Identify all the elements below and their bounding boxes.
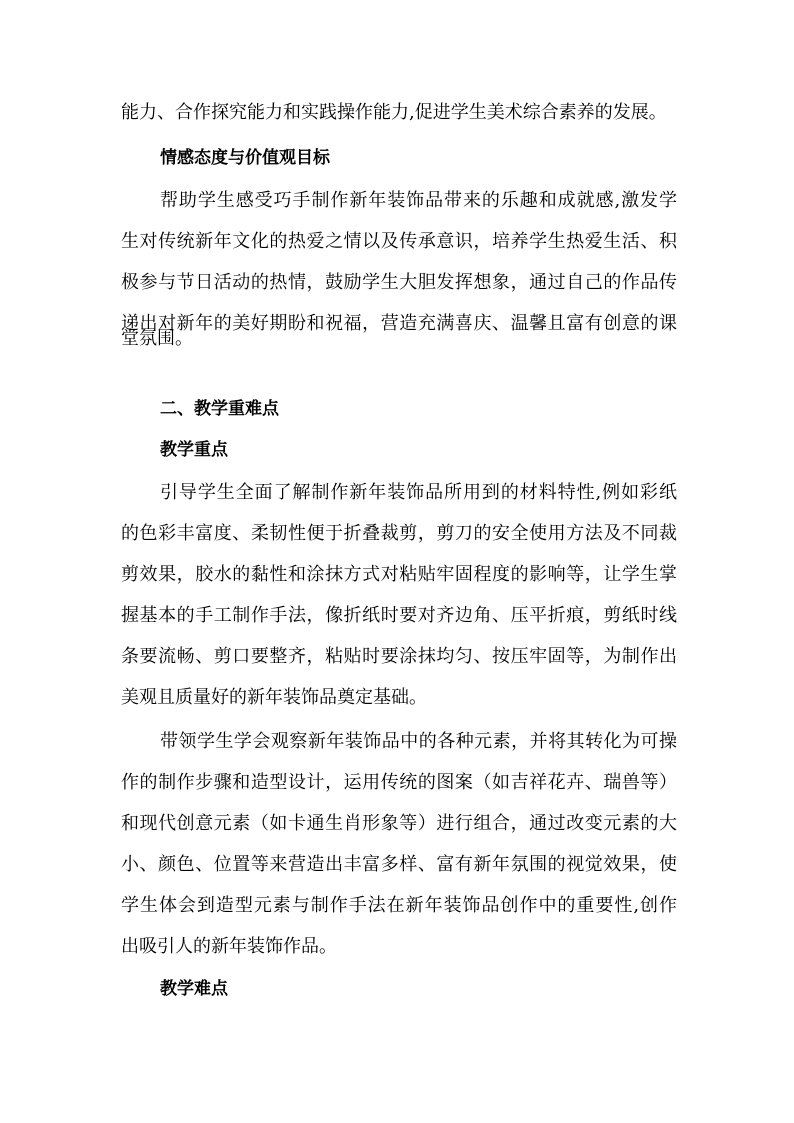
key-p1-line-5: 条要流畅、剪口要整齐，粘贴时要涂抹均匀、按压牢固等，为制作出 — [121, 646, 677, 667]
heading-section-two: 二、教学重难点 — [160, 399, 279, 419]
key-p2-line-3: 和现代创意元素（如卡通生肖形象等）进行组合，通过改变元素的大 — [121, 813, 677, 834]
key-p1-line-2: 的色彩丰富度、柔韧性便于折叠裁剪，剪刀的安全使用方法及不同裁 — [121, 523, 677, 544]
heading-emotion-goals: 情感态度与价值观目标 — [160, 148, 330, 168]
emotion-line-2: 生对传统新年文化的热爱之情以及传承意识，培养学生热爱生活、积 — [121, 231, 677, 252]
key-p2-line-5: 学生体会到造型元素与制作手法在新年装饰品创作中的重要性,创作 — [121, 895, 677, 916]
paragraph-continuation-line: 能力、合作探究能力和实践操作能力,促进学生美术综合素养的发展。 — [121, 102, 667, 123]
key-p2-line-2: 作的制作步骤和造型设计，运用传统的图案（如吉祥花卉、瑞兽等） — [121, 772, 677, 793]
key-p2-line-4: 小、颜色、位置等来营造出丰富多样、富有新年氛围的视觉效果，使 — [121, 854, 677, 875]
emotion-line-4: 递出对新年的美好期盼和祝福，营造充满喜庆、温馨且富有创意的课 — [121, 313, 677, 334]
heading-difficult-points: 教学难点 — [160, 979, 228, 999]
key-p1-line-3: 剪效果，胶水的黏性和涂抹方式对粘贴牢固程度的影响等，让学生掌 — [121, 564, 677, 585]
key-p2-line-6: 出吸引人的新年装饰作品。 — [121, 936, 337, 957]
key-p2-line-1: 带领学生学会观察新年装饰品中的各种元素，并将其转化为可操 — [160, 731, 677, 752]
emotion-line-3: 极参与节日活动的热情，鼓励学生大胆发挥想象，通过自己的作品传 — [121, 272, 677, 293]
key-p1-line-4: 握基本的手工制作手法，像折纸时要对齐边角、压平折痕，剪纸时线 — [121, 605, 677, 626]
emotion-line-1: 帮助学生感受巧手制作新年装饰品带来的乐趣和成就感,激发学 — [160, 190, 677, 211]
key-p1-line-6: 美观且质量好的新年装饰品奠定基础。 — [121, 687, 427, 708]
key-p1-line-1: 引导学生全面了解制作新年装饰品所用到的材料特性,例如彩纸 — [160, 482, 677, 503]
heading-key-points: 教学重点 — [160, 440, 228, 460]
emotion-line-5: 堂氛围。 — [121, 328, 193, 349]
